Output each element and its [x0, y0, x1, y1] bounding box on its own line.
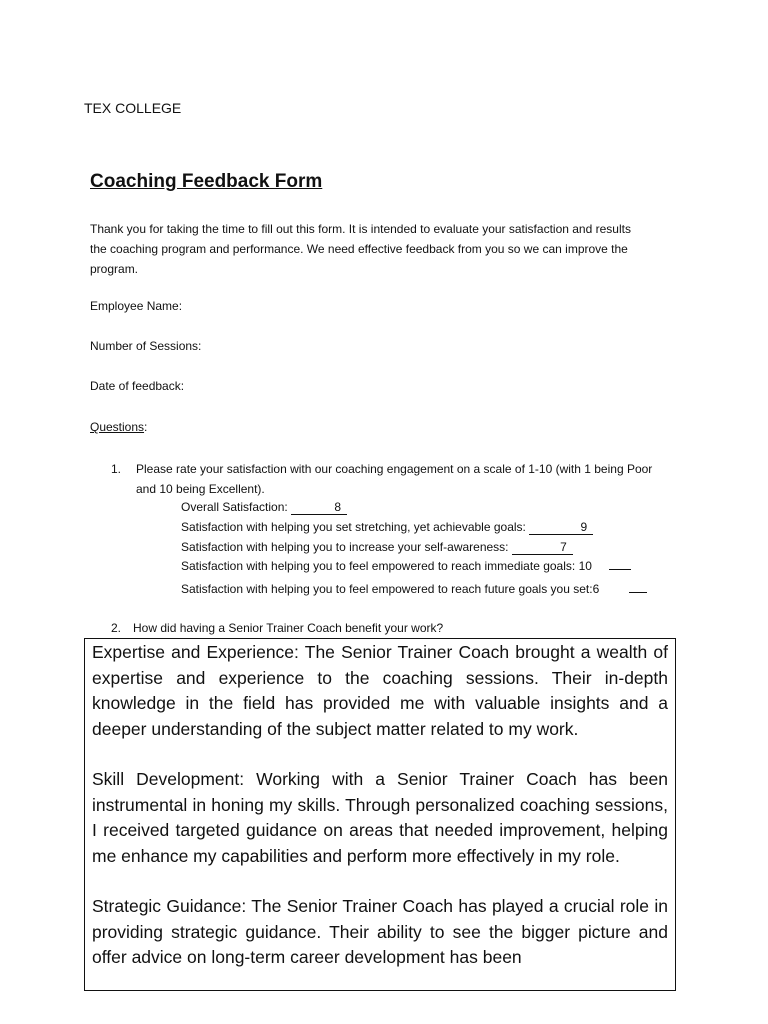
- rating-value: 7: [512, 541, 573, 555]
- rating-label: Overall Satisfaction:: [181, 500, 288, 514]
- rating-value: 10: [578, 559, 592, 573]
- rating-blank-line: [629, 583, 647, 593]
- question-2: [111, 621, 443, 635]
- questions-label: Questions: [90, 420, 145, 434]
- form-intro: Thank you for taking the time to fill out this form. It is intended to evaluate your satisfaction and results the coaching program and performance. We need effective feedback from you so we can improve the program.: [90, 222, 631, 276]
- rating-immediate-goals: [181, 559, 631, 573]
- question-2-number: 2.: [111, 621, 122, 635]
- rating-self-awareness: [181, 540, 573, 555]
- rating-label: Satisfaction with helping you set stretching, yet achievable goals:: [181, 520, 526, 534]
- rating-label: Satisfaction with helping you to feel empowered to reach future goals you set:: [181, 582, 593, 596]
- question-1-text: Please rate your satisfaction with our coaching engagement on a scale of 1-10 (with 1 being Poor and 10 being Excellent).: [136, 462, 653, 496]
- answer-box: [84, 638, 676, 991]
- rating-value: 8: [291, 501, 347, 515]
- employee-name-label: Employee Name:: [90, 299, 183, 313]
- rating-blank-line: [609, 560, 631, 570]
- rating-label: Satisfaction with helping you to increase your self-awareness:: [181, 540, 509, 554]
- rating-value: 6: [592, 582, 600, 596]
- sessions-label: Number of Sessions:: [90, 339, 202, 353]
- answer-paragraph: Expertise and Experience: The Senior Trainer Coach brought a wealth of expertise and experience to the coaching sessions. Their in-depth knowledge in the field has provided me with valuable insights and a deeper understanding of the subject matter related to my work.: [92, 642, 668, 739]
- question-1-number: 1.: [111, 462, 122, 476]
- form-title: Coaching Feedback Form: [90, 171, 323, 192]
- answer-paragraph: Strategic Guidance: The Senior Trainer Coach has played a crucial role in providing strategic guidance. Their ability to see the bigger picture and offer advice on long-term career development has been: [92, 896, 668, 967]
- rating-value: 9: [529, 521, 593, 535]
- answer-paragraph: Skill Development: Working with a Senior Trainer Coach has been instrumental in honing my skills. Through personalized coaching sessions, I received targeted guidance on areas that needed improvement, helping me enhance my capabilities and perform more effectively in my role.: [92, 769, 668, 866]
- rating-overall: [181, 500, 347, 515]
- question-2-text: How did having a Senior Trainer Coach benefit your work?: [133, 621, 444, 635]
- date-label: Date of feedback:: [90, 379, 185, 393]
- questions-heading: Questions:: [90, 420, 148, 434]
- college-name: TEX COLLEGE: [84, 100, 182, 116]
- rating-label: Satisfaction with helping you to feel empowered to reach immediate goals:: [181, 559, 576, 573]
- rating-goals: [181, 520, 593, 535]
- rating-future-goals: [181, 582, 647, 596]
